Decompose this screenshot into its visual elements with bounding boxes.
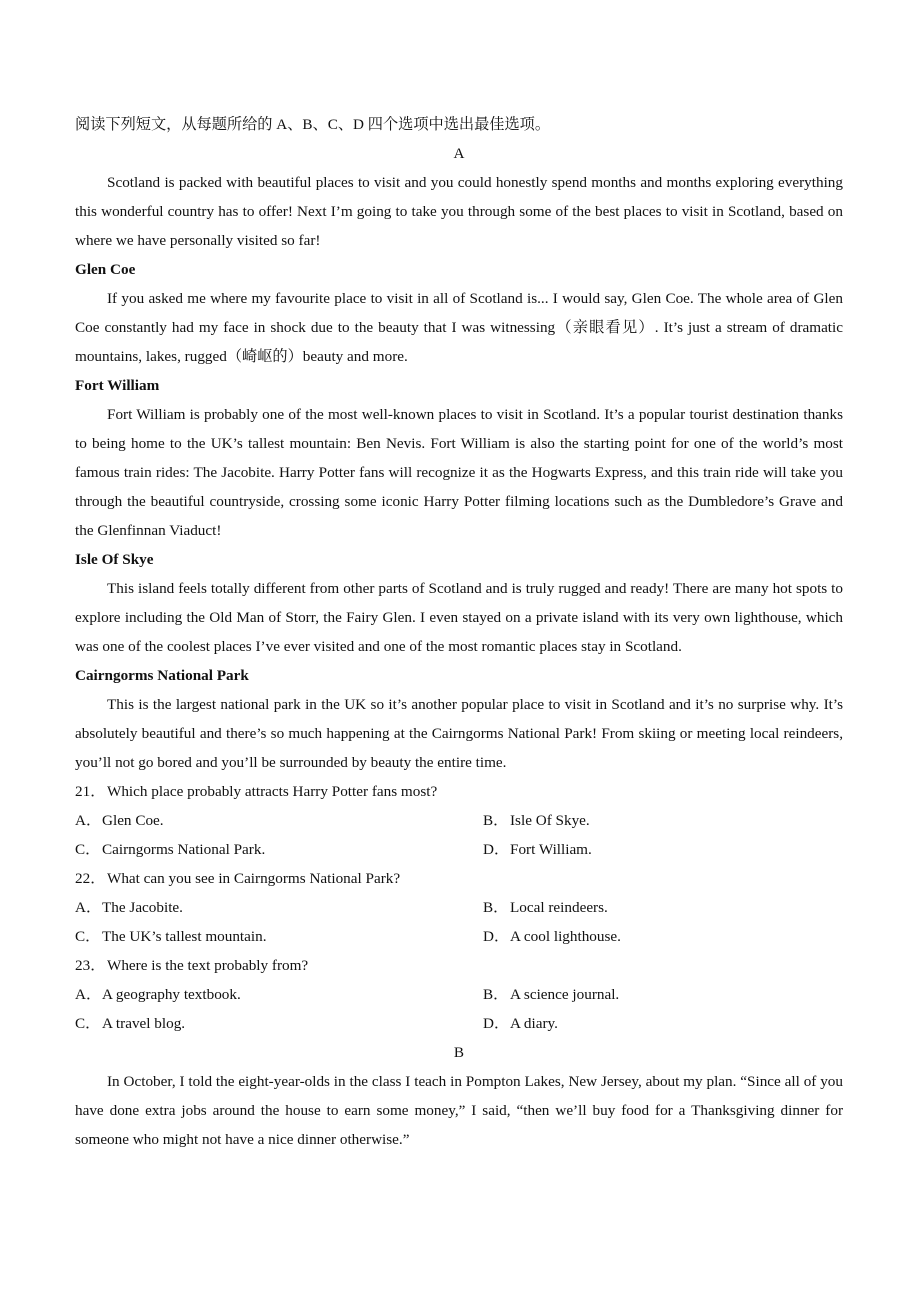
- option-a[interactable]: [75, 980, 483, 1009]
- exam-page: [75, 110, 843, 1154]
- option-text: The Jacobite.: [102, 899, 183, 916]
- question-number: 23．: [75, 957, 106, 974]
- option-b[interactable]: [483, 893, 608, 922]
- option-d[interactable]: [483, 922, 621, 951]
- option-d[interactable]: [483, 835, 592, 864]
- options-row: [75, 893, 843, 922]
- option-a[interactable]: [75, 893, 483, 922]
- options-row: [75, 835, 843, 864]
- place-text-fort-william: Fort William is probably one of the most well-known places to visit in Scotland. It’s a popular tourist destination thanks to being home to the UK’s tallest mountain: Ben Nevis. Fort William is also the starting point for one of the world’s most famous train rides: The Jacobite. Harry Potter fans will recognize it as the Hogwarts Express, and this train ride will take you through the beautiful countryside, crossing some iconic Harry Potter filming locations such as the Dumbledore’s Grave and the Glenfinnan Viaduct!: [75, 406, 843, 539]
- question-stem: Where is the text probably from?: [107, 957, 309, 974]
- option-text: Fort William.: [510, 841, 592, 858]
- section-a-label: A: [453, 145, 465, 162]
- question-23: [75, 951, 843, 980]
- options-row: [75, 806, 843, 835]
- option-text: Local reindeers.: [510, 899, 608, 916]
- option-text: A travel blog.: [102, 1015, 186, 1032]
- option-text: The UK’s tallest mountain.: [102, 928, 267, 945]
- option-a[interactable]: [75, 806, 483, 835]
- option-label: C．: [75, 928, 101, 945]
- options-row: [75, 922, 843, 951]
- place-text-cairngorms: This is the largest national park in the UK so it’s another popular place to visit in Scotland and it’s no surprise why. It’s absolutely beautiful and there’s so much happening at the Cairngorms National Park! From skiing or meeting local reindeers, you’ll not go bored and you’ll be surrounded by beauty the entire time.: [75, 696, 843, 771]
- question-number: 21．: [75, 783, 106, 800]
- option-c[interactable]: [75, 835, 483, 864]
- option-text: Isle Of Skye.: [510, 812, 590, 829]
- option-text: Glen Coe.: [102, 812, 164, 829]
- question-stem: Which place probably attracts Harry Potter fans most?: [107, 783, 438, 800]
- option-text: A science journal.: [510, 986, 620, 1003]
- option-text: A geography textbook.: [102, 986, 241, 1003]
- question-stem: What can you see in Cairngorms National Park?: [107, 870, 401, 887]
- place-heading-glen-coe: Glen Coe: [75, 261, 136, 278]
- option-text: Cairngorms National Park.: [102, 841, 266, 858]
- option-label: D．: [483, 841, 510, 858]
- option-c[interactable]: [75, 1009, 483, 1038]
- option-label: B．: [483, 986, 509, 1003]
- place-heading-isle-of-skye: Isle Of Skye: [75, 551, 154, 568]
- option-c[interactable]: [75, 922, 483, 951]
- option-d[interactable]: [483, 1009, 558, 1038]
- option-label: A．: [75, 986, 102, 1003]
- option-b[interactable]: [483, 806, 590, 835]
- option-text: A diary.: [510, 1015, 558, 1032]
- place-text-isle-of-skye: This island feels totally different from other parts of Scotland and is truly rugged and ready! There are many hot spots to explore including the Old Man of Storr, the Fairy Glen. I even stayed on a private island with its very own lighthouse, which was one of the coolest places I’ve ever visited and one of the most romantic places stay in Scotland.: [75, 580, 843, 655]
- section-b-label: B: [453, 1044, 465, 1061]
- section-a-intro: Scotland is packed with beautiful places to visit and you could honestly spend months and months exploring everything this wonderful country has to offer! Next I’m going to take you through some of the best places to visit in Scotland, based on where we have personally visited so far!: [75, 174, 843, 249]
- options-row: [75, 1009, 843, 1038]
- section-b-intro: In October, I told the eight-year-olds in the class I teach in Pompton Lakes, New Jersey, about my plan. “Since all of you have done extra jobs around the house to earn some money,” I said, “then we’ll buy food for a Thanksgiving dinner for someone who might not have a nice dinner otherwise.”: [75, 1073, 843, 1148]
- instruction: 阅读下列短文，从每题所给的 A、B、C、D 四个选项中选出最佳选项。: [75, 116, 551, 133]
- option-label: B．: [483, 899, 509, 916]
- option-text: A cool lighthouse.: [510, 928, 621, 945]
- option-label: D．: [483, 1015, 510, 1032]
- question-21: [75, 777, 843, 806]
- option-label: C．: [75, 1015, 101, 1032]
- option-label: C．: [75, 841, 101, 858]
- option-label: B．: [483, 812, 509, 829]
- option-b[interactable]: [483, 980, 619, 1009]
- question-22: [75, 864, 843, 893]
- option-label: D．: [483, 928, 510, 945]
- place-heading-fort-william: Fort William: [75, 377, 160, 394]
- options-row: [75, 980, 843, 1009]
- question-number: 22．: [75, 870, 106, 887]
- place-heading-cairngorms: Cairngorms National Park: [75, 667, 249, 684]
- option-label: A．: [75, 812, 102, 829]
- place-text-glen-coe: If you asked me where my favourite place to visit in all of Scotland is... I would say, Glen Coe. The whole area of Glen Coe constantly had my face in shock due to the beauty that I was witnessing（亲眼看见）. It’s just a stream of dramatic mountains, lakes, rugged（崎岖的）beauty and more.: [75, 290, 843, 365]
- option-label: A．: [75, 899, 102, 916]
